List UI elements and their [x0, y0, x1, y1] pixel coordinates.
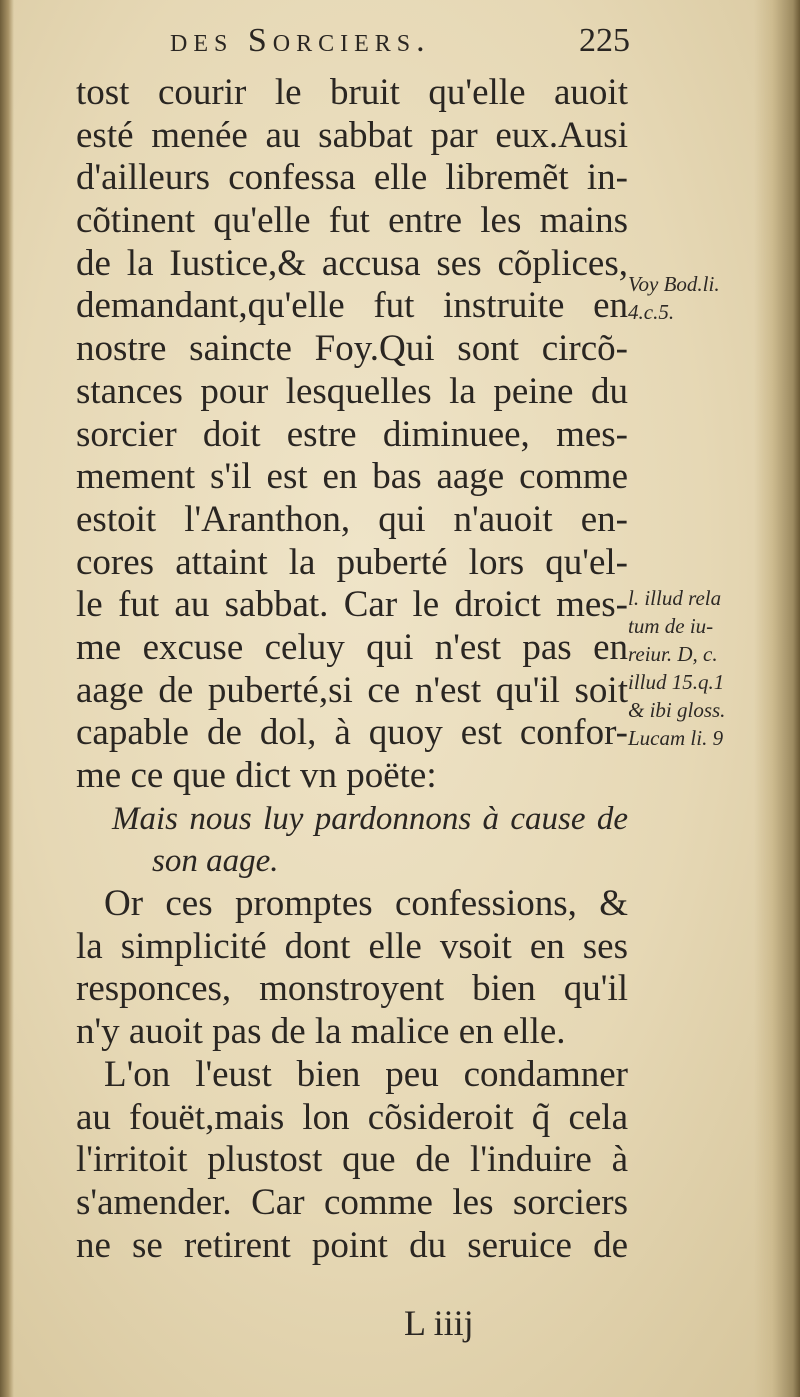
- verse-line: son aage.: [152, 843, 279, 880]
- text-line: capable de dol, à quoy est confor-: [76, 712, 628, 754]
- text-line: Or ces promptes confessions, &: [104, 883, 628, 925]
- text-line: ne se retirent point du seruice de: [76, 1224, 628, 1266]
- text-line: esté menée au sabbat par eux.Ausi: [76, 114, 628, 156]
- text-line: s'amender. Car comme les sorciers: [76, 1181, 628, 1223]
- margin-note-line: reiur. D, c.: [628, 642, 718, 666]
- text-line: aage de puberté,si ce n'est qu'il soit: [76, 669, 628, 711]
- binding-gutter: [0, 0, 14, 1397]
- text-line: sorcier doit estre diminuee, mes-: [76, 413, 628, 455]
- margin-note-line: Voy Bod.li.: [628, 272, 720, 296]
- text-line: de la Iustice,& accusa ses cõplices,: [76, 242, 628, 284]
- signature-mark: L iiij: [404, 1303, 474, 1343]
- text-line: me ce que dict vn poëte:: [76, 755, 437, 796]
- body-text: [76, 72, 628, 1267]
- margin-note-law: [628, 584, 768, 752]
- text-line: le fut au sabbat. Car le droict mes-: [76, 584, 628, 626]
- text-line: l'irritoit plustost que de l'induire à: [76, 1139, 628, 1181]
- text-line: responces, monstroyent bien qu'il: [76, 968, 628, 1010]
- margin-note-line: 4.c.5.: [628, 300, 675, 324]
- text-line: L'on l'eust bien peu condamner: [104, 1053, 628, 1095]
- text-line: au fouët,mais lon cõsideroit q̃ cela: [76, 1096, 628, 1138]
- margin-note-line: illud 15.q.1: [628, 670, 725, 694]
- margin-note-line: tum de iu-: [628, 614, 714, 638]
- text-line: d'ailleurs confessa elle libremẽt in-: [76, 157, 628, 199]
- margin-note-line: l. illud rela: [628, 586, 722, 610]
- text-line: nostre saincte Foy.Qui sont circõ-: [76, 328, 628, 370]
- text-line: mement s'il est en bas aage comme: [76, 456, 628, 498]
- margin-note-line: Lucam li. 9: [628, 726, 724, 750]
- text-line: cores attaint la puberté lors qu'el-: [76, 541, 628, 583]
- text-line: me excuse celuy qui n'est pas en: [76, 626, 628, 668]
- text-line: la simplicité dont elle vsoit en ses: [76, 925, 628, 967]
- text-line: estoit l'Aranthon, qui n'auoit en-: [76, 498, 628, 540]
- verse-line: Mais nous luy pardonnons à cause de: [112, 800, 628, 837]
- text-line: demandant,qu'elle fut instruite en: [76, 285, 628, 327]
- margin-note-bodin: [628, 270, 768, 326]
- text-line: n'y auoit pas de la malice en elle.: [76, 1011, 566, 1053]
- page-header: [170, 22, 630, 66]
- page-number: 225: [579, 22, 630, 59]
- text-line: stances pour lesquelles la peine du: [76, 370, 628, 412]
- running-title: des Sorciers.: [170, 22, 431, 59]
- margin-note-line: & ibi gloss.: [628, 698, 726, 722]
- text-line: cõtinent qu'elle fut entre les mains: [76, 200, 628, 242]
- text-line: tost courir le bruit qu'elle auoit: [76, 72, 628, 113]
